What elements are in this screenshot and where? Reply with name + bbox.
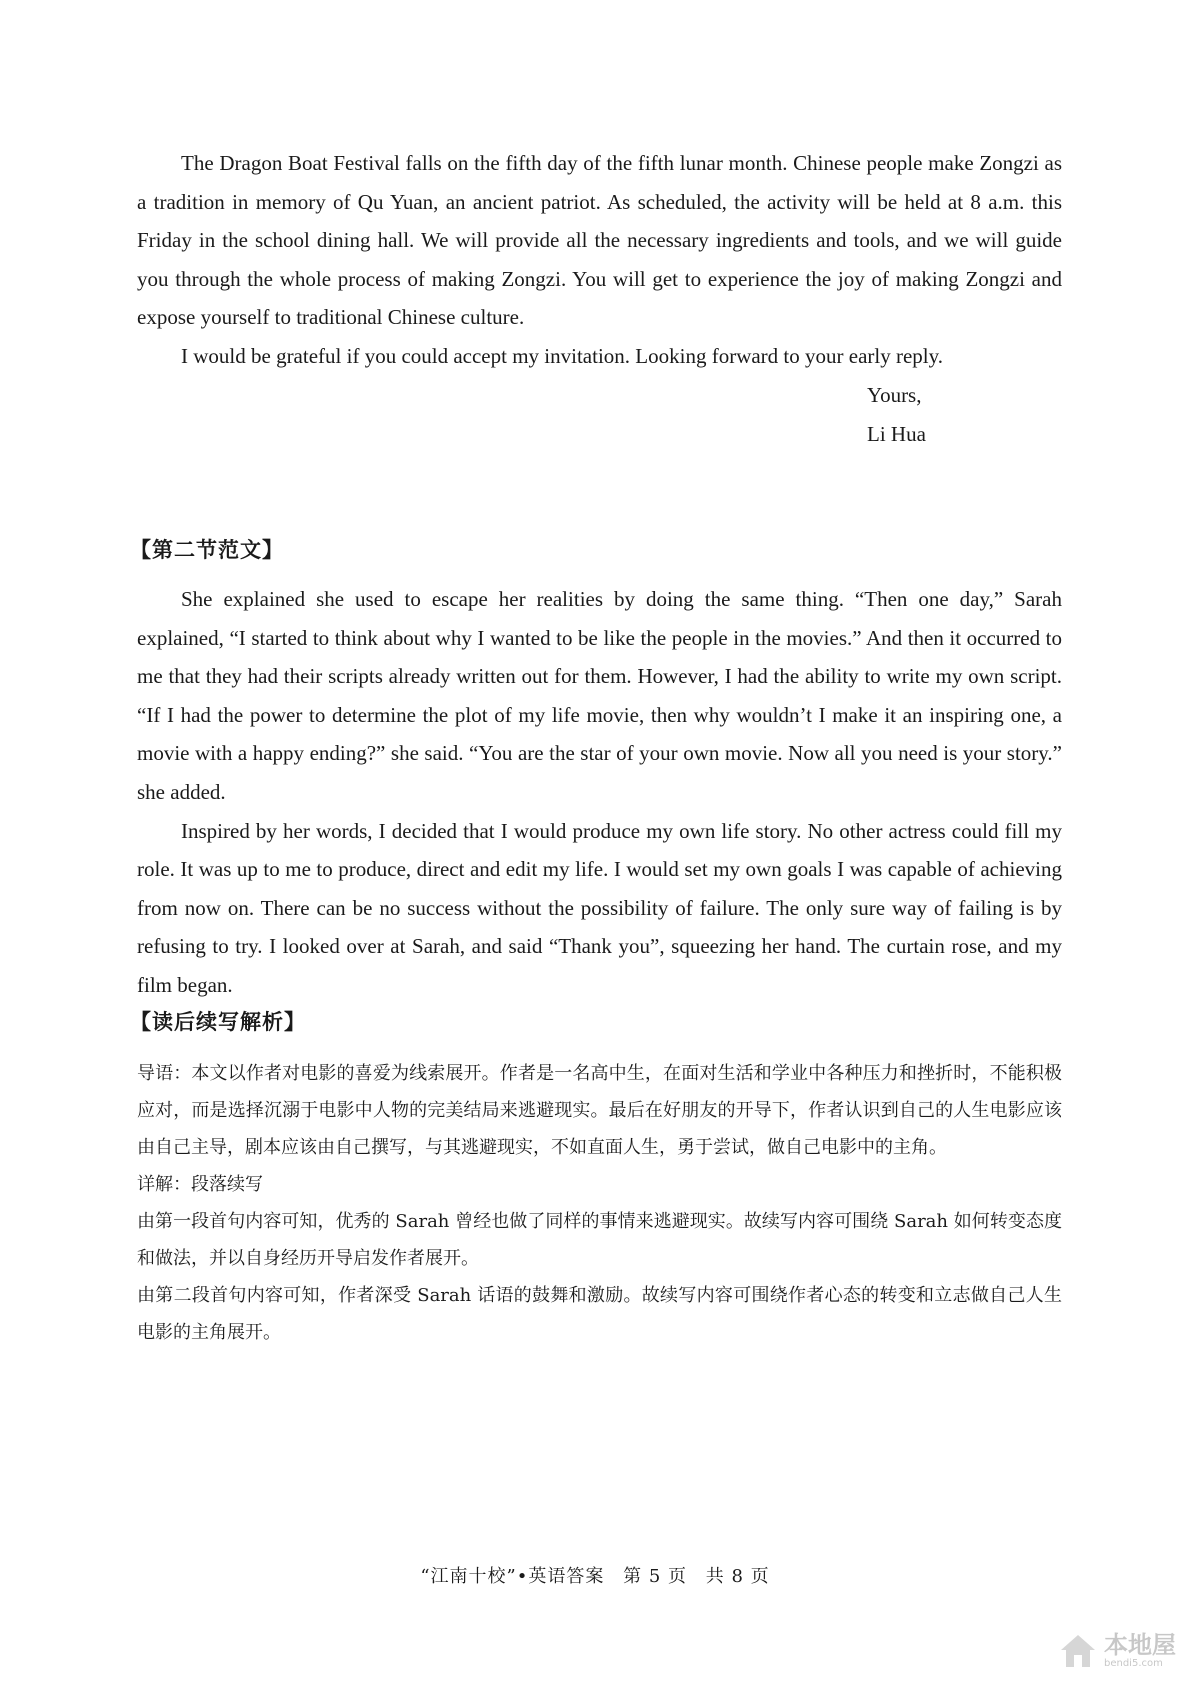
letter-paragraph-2: I would be grateful if you could accept my invitation. Looking forward to your early reply. <box>181 343 943 368</box>
house-icon <box>1058 1631 1098 1671</box>
footer-exam-title: “江南十校”•英语答案 <box>420 1566 605 1587</box>
essay-paragraph-1: She explained she used to escape her realities by doing the same thing. “Then one day,” Sarah explained, “I started to think about why I wanted to be like the people in the movies.” And then it occurred to me that they had their scripts already written out for them. However, I had the ability to write my own script. “If I had the power to determine the plot of my life movie, then why wouldn’t I make it an inspiring one, a movie with a happy ending?” she said. “You are the star of your own movie. Now all you need is your story.” she added. <box>137 587 1062 804</box>
letter-closing: Yours, <box>867 383 922 407</box>
analysis-body <box>137 1055 1062 1351</box>
letter-body <box>137 144 1062 376</box>
essay-paragraph-2: Inspired by her words, I decided that I would produce my own life story. No other actress could fill my role. It was up to me to produce, direct and edit my life. I would set my own goals I was capable of achieving from now on. There can be no success without the possibility of failure. The only sure way of failing is by refusing to try. I looked over at Sarah, and said “Thank you”, squeezing her hand. The curtain rose, and my film began. <box>137 818 1062 997</box>
watermark-url: bendi5.com <box>1104 1658 1163 1669</box>
footer-page-number: 第 5 页 <box>623 1566 688 1587</box>
analysis-detail-2: 由第二段首句内容可知，作者深受 Sarah 话语的鼓舞和激励。故续写内容可围绕作者心态的转变和立志做自己人生电影的主角展开。 <box>137 1285 1062 1343</box>
analysis-intro: 导语：本文以作者对电影的喜爱为线索展开。作者是一名高中生，在面对生活和学业中各种压力和挫折时，不能积极应对，而是选择沉溺于电影中人物的完美结局来逃避现实。最后在好朋友的开导下，作者认识到自己的人生电影应该由自己主导，剧本应该由自己撰写，与其逃避现实，不如直面人生，勇于尝试，做自己电影中的主角。 <box>137 1063 1062 1158</box>
analysis-detail-label: 详解：段落续写 <box>137 1174 263 1195</box>
page-footer <box>0 1562 1190 1588</box>
section2-heading: 【第二节范文】 <box>130 538 284 562</box>
footer-total-pages: 共 8 页 <box>705 1566 770 1587</box>
analysis-heading: 【读后续写解析】 <box>130 1010 306 1034</box>
sample-essay <box>137 580 1062 1005</box>
watermark-brand: 本地屋 <box>1104 1631 1176 1659</box>
letter-signature: Li Hua <box>867 422 926 446</box>
site-watermark <box>1058 1631 1176 1671</box>
letter-paragraph-1: The Dragon Boat Festival falls on the fifth day of the fifth lunar month. Chinese people make Zongzi as a tradition in memory of Qu Yuan, an ancient patriot. As scheduled, the activity will be held at 8 a.m. this Friday in the school dining hall. We will provide all the necessary ingredients and tools, and we will guide you through the whole process of making Zongzi. You will get to experience the joy of making Zongzi and expose yourself to traditional Chinese culture. <box>137 151 1062 330</box>
analysis-detail-1: 由第一段首句内容可知，优秀的 Sarah 曾经也做了同样的事情来逃避现实。故续写内容可围绕 Sarah 如何转变态度和做法，并以自身经历开导启发作者展开。 <box>137 1211 1062 1269</box>
